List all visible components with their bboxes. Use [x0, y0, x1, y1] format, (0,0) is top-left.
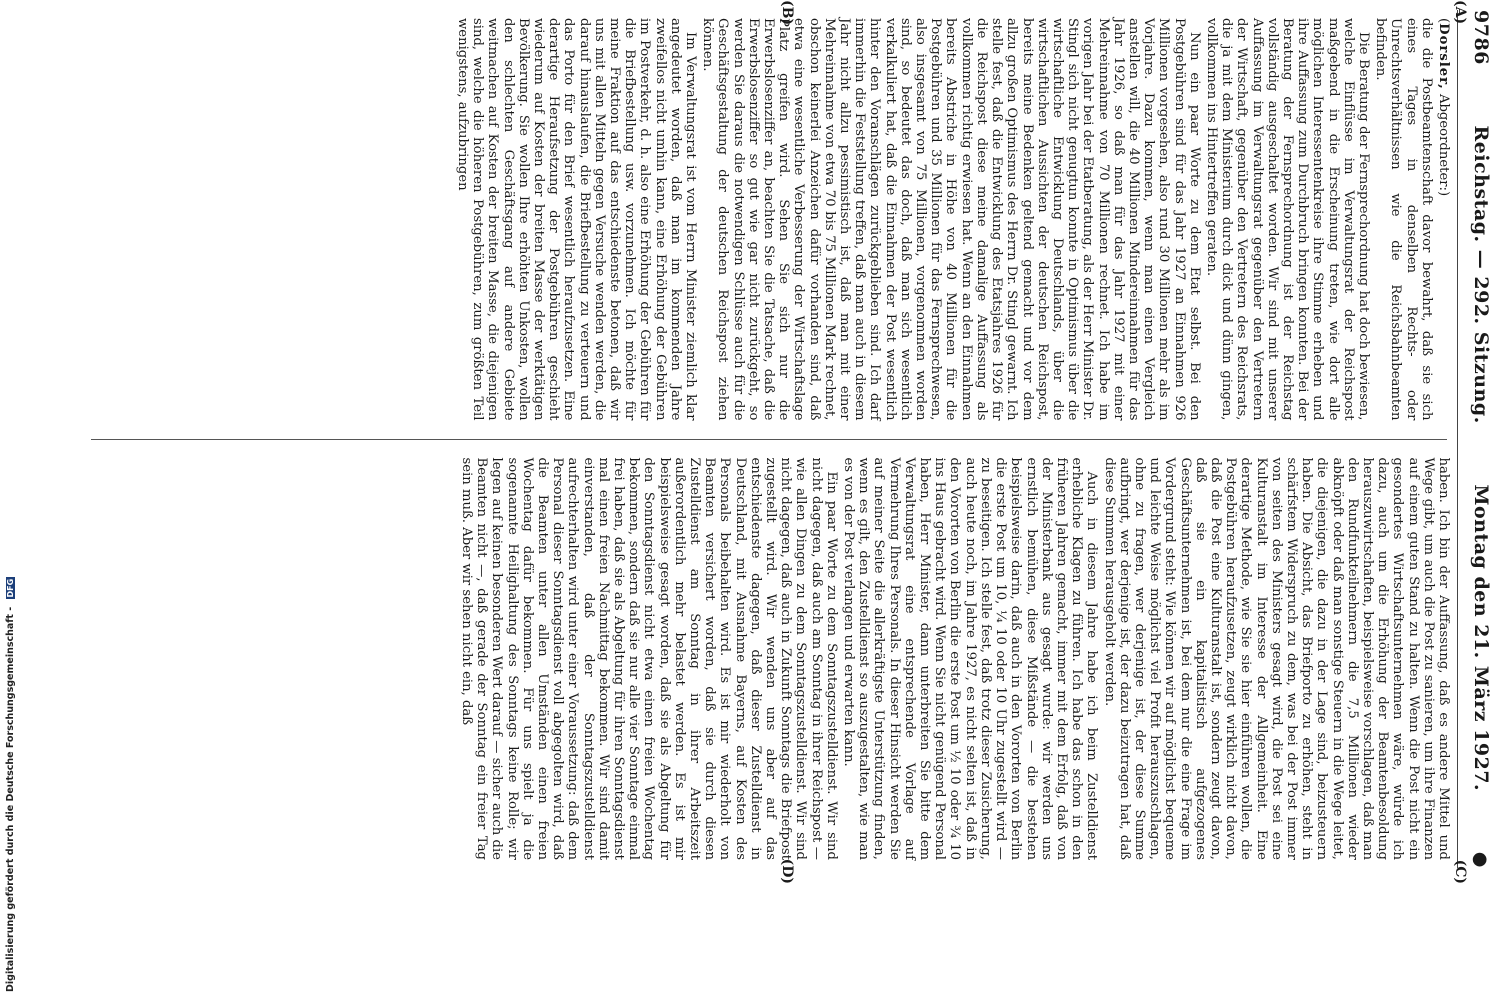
paragraph: Nun ein paar Worte zu dem Etat selbst. Bei den Postgebühren sind für das Jahr 1927 an Einnahmen 926 Millionen vorgesehen, also rund 30 Millionen mehr als im Vorjahre. Dazu kommen, wenn man einen Vergleich anstellen will, die 40 Millionen Mindereinnahmen für das Jahr 1926, so daß man für das Jahr 1927 mit einer Mehreinnahme von 70 Millionen rechnet. Ich habe im vorigen Jahr bei der Etatberatung, als der Herr Minister Dr. Stingl sich nicht genugtun konnte in Optimismus über die wirtschaftliche Entwicklung Deutschlands, über die wirtschaftlichen Aussichten der deutschen Reichspost, bereits meine Bedenken geltend gemacht und vor dem allzu großen Optimismus des Herrn Dr. Stingl gewarnt. Ich stelle fest, daß die Entwicklung des Etatsjahres 1926 für die Reichspost diese meine damalige Auffassung als vollkommen richtig erwiesen hat. Wenn an den Einnahmen bereits Abstriche in Höhe von 40 Millionen für die Postgebühren und 35 Millionen für das Fernsprechwesen, also insgesamt von 75 Millionen, vorgenommen worden sind, so bedeutet das doch, daß man sich wesentlich verkalkuliert hat, daß die Einnahmen der Post wesentlich hinter den Voranschlägen zurückgeblieben sind. Ich darf immerhin die Feststellung treffen, daß man auch in diesem Jahr nicht allzu pessimistisch ist, daß man mit einer Mehreinnahme von etwa 70 bis 75 Millionen Mark rechnet, obschon keinerlei Anzeichen dafür vorhanden sind, daß etwa eine wesentliche Verbesserung der Wirtschaftslage Platz greifen wird. Sehen Sie sich nur die Erwerbslosenziffer an, beachten Sie die Tatsache, daß die Erwerbslosenziffer so gut wie gar nicht zurückgeht, so werden Sie daraus die notwendigen Schlüsse auch für die Geschäftsgestaltung der deutschen Reichspost ziehen können.	[700, 18, 1202, 421]
credit-text: Digitalisierung gefördert durch die Deutsche Forschungsgemeinschaft -	[5, 606, 16, 992]
column-divider	[91, 439, 1447, 440]
page-date: Montag den 21. März 1927.	[1470, 484, 1492, 792]
dfg-logo: DFG	[6, 578, 15, 598]
paragraph: haben. Ich bin der Auffassung, daß es andere Mittel und Wege gibt, um auch die Post zu sanieren, um ihre Finanzen auf einem guten Stand zu halten. Wenn die Post nicht ein gesondertes Wirtschaftsunternehmen wäre, würde ich dazu, auch um die Erhöhung der Beamtenbesoldung herauszuwirtschaften, beispielsweise vorschlagen, daß man den Rundfunkteilnehmern die 7,5 Millionen wieder abknöpft oder daß man sonstige Steuern in die Wege leitet, die diejenigen, die dazu in der Lage sind, beizusteuern haben. Die Absicht, das Briefporto zu erhöhen, steht in schärfstem Widerspruch zu dem, was bei der Post immer von seiten des Ministers gesagt wird, die Post sei eine Kulturanstalt im Interesse der Allgemeinheit. Eine derartige Methode, wie Sie sie hier einführen wollen, die Postgebühren heraufzusetzen, zeugt wirklich nicht davon, daß die Post eine Kulturanstalt ist, sondern zeugt davon, daß sie ein kapitalistisch aufgezogenes Geschäftsunternehmen ist, bei dem nur die eine Frage im Vordergrund steht: Wie können wir auf möglichst bequeme und leichte Weise möglichst viel Profit herauszuschlagen, ohne zu fragen, wer derjenige ist, der diese Summe aufbringt, wer derjenige ist, der dazu beizutragen hat, daß diese Summen herausgeholt werden.	[1101, 457, 1451, 860]
page-header	[1457, 10, 1492, 868]
page-title: Reichstag. — 292. Sitzung.	[1470, 125, 1492, 424]
speaker-line: (Dorsler, Abgeordneter:)	[1436, 18, 1451, 197]
left-column	[91, 10, 1451, 429]
margin-marker-a: (A)	[1452, 0, 1468, 25]
margin-marker-d: (D)	[779, 858, 795, 884]
speaker-name: Dorsler,	[1436, 23, 1451, 90]
paragraph: Im Verwaltungsrat ist vom Herrn Minister ziemlich klar angedeutet worden, daß man im kommenden Jahre zweifellos nicht umhin kann, eine Erhöhung der Gebühren im Postverkehr, d. h. also eine Erhöhung der Gebühren für die Briefbestellung usw. vorzunehmen. Ich möchte für meine Fraktion auf das entschiedenste betonen, daß wir uns mit allen Mitteln gegen Versuche wenden werden, die darauf hinauslaufen, die Briefbestellung zu verteuern und das Porto für den Brief wesentlich heraufzusetzen. Eine derartige Heraufsetzung der Postgebühren geschieht wiederum auf Kosten der breiten Masse der werktätigen Bevölkerung. Sie wollen Ihre erhöhten Unkosten, wollen den schlechten Geschäftsgang auf andere Gebiete weitmachen auf Kosten der breiten Masse, die diejenigen sind, welche die höheren Postgebühren, zum größten Teil wenigstens, aufzubringen	[455, 18, 699, 421]
rotated-page	[80, 2, 1500, 882]
paragraph: Auch in diesem Jahre habe ich beim Zustelldienst erhebliche Klagen zu führen. Ich habe das schon in den früheren Jahren gemacht, immer mit dem Erfolg, daß von der Ministerbank aus gesagt wurde: wir werden uns ernstlich bemühen, diese Mißstände — die bestehen beispielsweise darin, daß auch in den Vororten von Berlin die erste Post um 10, ¼ 10 oder 10 Uhr zugestellt wird — zu beseitigen. Ich stelle fest, daß trotz dieser Zusicherung, auch heute noch, im Jahre 1927, es nicht selten ist, daß in den Vororten von Berlin die erste Post um ½ 10 oder ¾ 10 ins Haus gebracht wird. Wenn Sie nicht genügend Personal haben, Herr Minister, dann unterbreiten Sie bitte dem Verwaltungsrat eine entsprechende Vorlage auf Vermehrung Ihres Personals. In dieser Hinsicht werden Sie auf meiner Seite die allerkräftigste Unterstützung finden, wenn es gilt, den Zustelldienst so auszugestalten, wie man es von der Post verlangen und erwarten kann.	[841, 457, 1100, 860]
bullet-icon: ●	[1470, 851, 1491, 868]
margin-marker-c: (C)	[1452, 859, 1468, 884]
paragraph: Die Beratung der Fernsprechordnung hat doch bewiesen, welche Einflüsse im Verwaltungsrat der Reichspost maßgebend in die Erscheinung treten, wie dort alle möglichen Interessentenkreise ihre Stimme erheben und ihre Auffassung zum Durchbruch bringen konnten. Bei der Beratung der Fernsprechordnung ist der Reichstag vollständig ausgeschaltet worden. Wir sind mit unserer Auffassung im Verwaltungsrat gegenüber den Vertretern der Wirtschaft, gegenüber den Vertretern des Reichsrats, die ja mit dem Ministerium durch dick und dünn gingen, vollkommen ins Hintertreffen geraten.	[1203, 18, 1371, 421]
text-columns	[91, 10, 1451, 868]
paragraph: Ein paar Worte zu dem Sonntagszustelldienst. Wir sind nicht dagegen, daß auch am Sonntag in ihrer Reichspost — wie allen Dingen zu dem Sonntagszustelldienst. Wir sind nicht dagegen, daß auch in Zukunft Sonntags die Briefpost zugestellt wird. Wir wenden uns aber auf das entschiedenste dagegen, daß dieser Zustelldienst in Deutschland, mit Ausnahme Bayerns, auf Kosten des Personals beibehalten wird. Es ist mir wiederholt von Beamten versichert worden, daß sie durch diesen Zustelldienst am Sonntag in ihrer Arbeitszeit außerordentlich mehr belastet werden. Es ist mir beispielsweise gesagt worden, daß sie als Abgeltung für den Sonntagsdienst nicht etwa einen freien Wochentag bekommen, sondern daß sie nur alle vier Sonntage einmal frei haben, daß sie als Abgeltung für ihren Sonntagsdienst mal einen freien Nachmittag bekommen. Wir sind damit einverstanden, daß der Sonntagszustelldienst aufrechterhalten wird unter einer Voraussetzung: daß dem Personal dieser Sonntagsdienst voll abgegolten wird, daß die Beamten unter allen Umständen einen freien Wochentag dafür bekommen. Für uns spielt ja die sogenannte Heilighaltung des Sonntags keine Rolle; wir legen auf keinen besonderen Wert darauf — sicher auch die Beamten nicht —, daß gerade der Sonntag ein freier Tag sein muß. Aber wir sehen nicht ein, daß	[459, 457, 839, 860]
paragraph: die die Postbeamtenschaft davor bewahrt, daß sie sich eines Tages in denselben Rechts- oder Unrechtsverhältnissen wie die Reichsbahnbeamten befinden.	[1373, 18, 1434, 421]
speaker-role: Abgeordneter:	[1436, 93, 1451, 191]
margin-marker-b: (B)	[779, 0, 795, 26]
digitization-credit	[2, 392, 18, 992]
credit-text-wrapper	[5, 577, 16, 992]
page-number: 9786	[1470, 10, 1492, 65]
right-column	[91, 450, 1451, 869]
